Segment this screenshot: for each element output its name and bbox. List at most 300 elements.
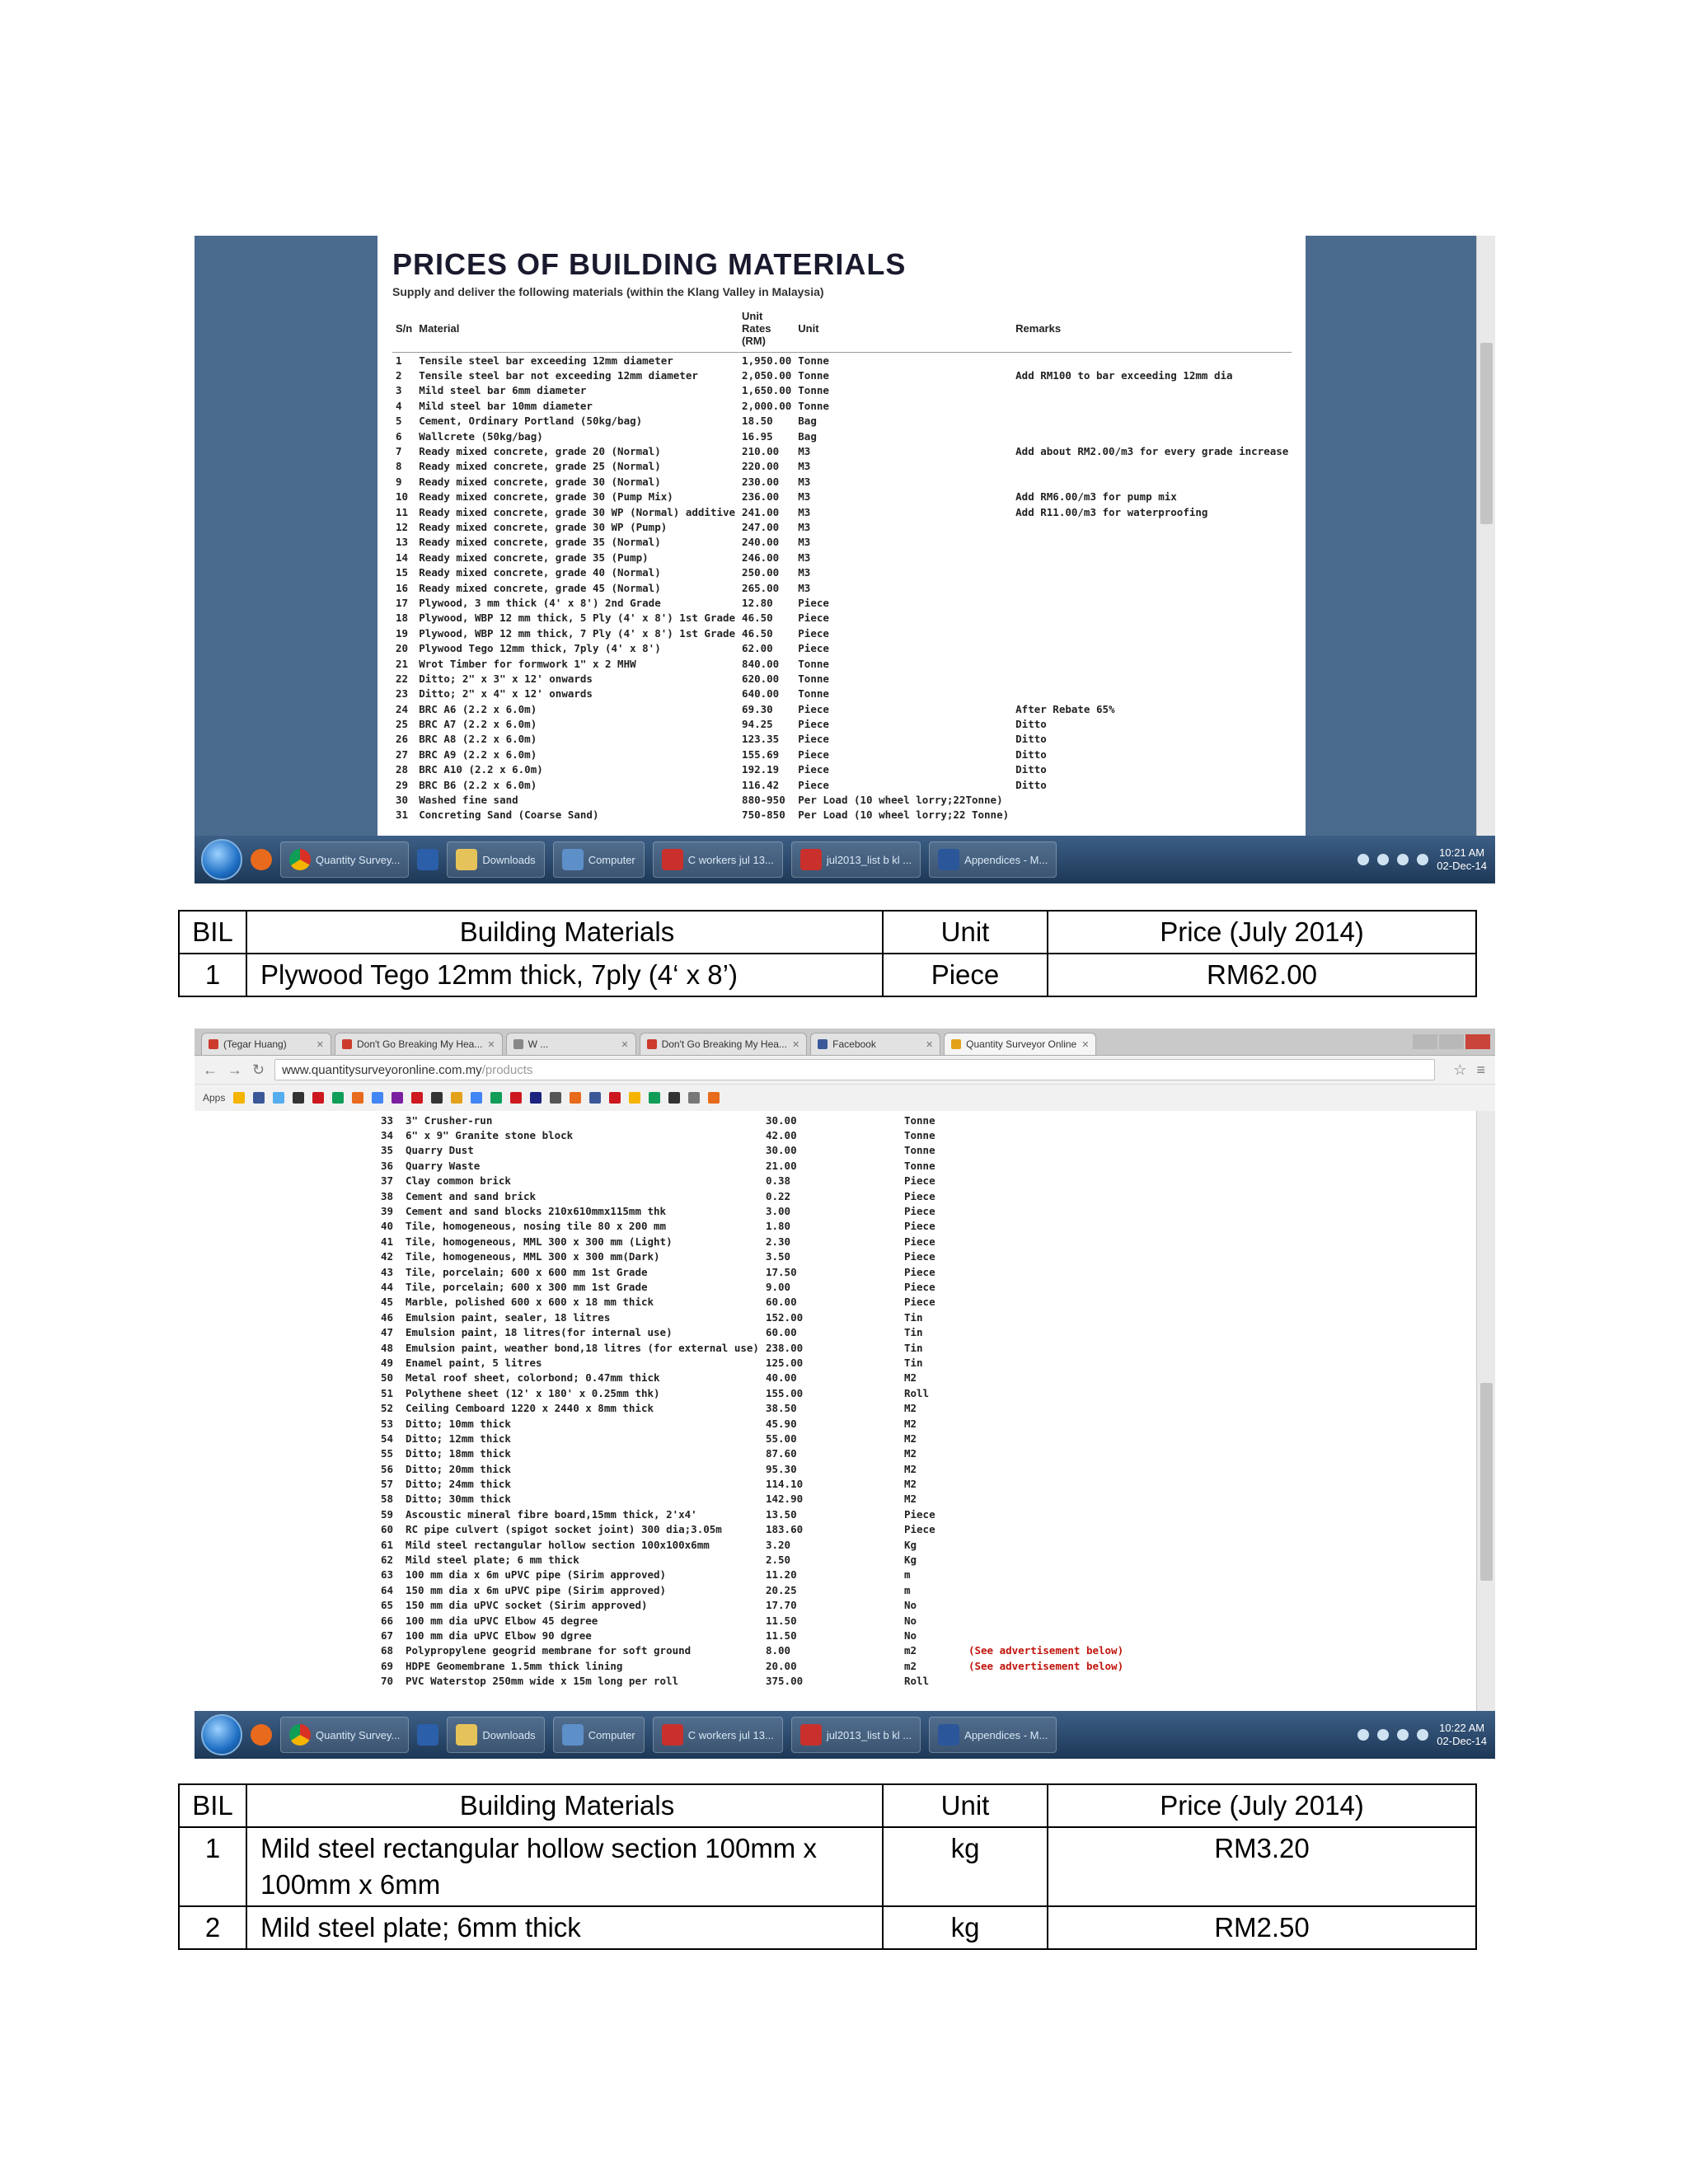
- checkmark-app-icon[interactable]: [417, 1724, 438, 1746]
- taskbar-item-computer[interactable]: [553, 1717, 645, 1753]
- material-row: [392, 353, 1292, 368]
- cell-sn: 50: [381, 1371, 394, 1385]
- cell-sn: 53: [381, 1417, 394, 1430]
- cell-material: Plywood, WBP 12 mm thick, 7 Ply (4' x 8') 1st Grade: [419, 626, 736, 640]
- material-row: [392, 595, 1292, 610]
- clock[interactable]: [1437, 1722, 1487, 1748]
- cell-remarks: [965, 1537, 1477, 1552]
- bookmark-icon[interactable]: [352, 1092, 363, 1104]
- folder-icon: [456, 849, 477, 870]
- cell-sn: 9: [396, 475, 402, 488]
- material-row: [392, 368, 1292, 382]
- bookmark-icon[interactable]: [490, 1092, 502, 1104]
- wiki-icon: [513, 1039, 523, 1049]
- cell-rate: 123.35: [742, 733, 780, 746]
- cell-unit: No: [903, 1614, 917, 1627]
- cell-remarks: [965, 1113, 1477, 1127]
- browser-tab[interactable]: [640, 1033, 808, 1055]
- taskbar-item-pdf-1[interactable]: [653, 1717, 783, 1753]
- cell-sn: 5: [396, 415, 402, 428]
- cell-remarks: [965, 1158, 1477, 1173]
- facebook-icon: [818, 1039, 828, 1049]
- taskbar-item-word[interactable]: [929, 841, 1057, 878]
- cell-material: Ready mixed concrete, grade 30 (Pump Mix): [419, 490, 673, 504]
- start-button[interactable]: [201, 839, 242, 880]
- minimize-button[interactable]: [1413, 1034, 1437, 1049]
- material-row: [377, 1537, 1477, 1552]
- bookmark-icon[interactable]: [708, 1092, 720, 1104]
- bookmark-icon[interactable]: [233, 1092, 245, 1104]
- cell-material: 3" Crusher-run: [406, 1113, 493, 1127]
- cell-remarks: [1012, 626, 1292, 640]
- tray-icon[interactable]: [1397, 1729, 1409, 1741]
- cell-rate: 750-850: [742, 808, 785, 822]
- bookmark-icon[interactable]: [609, 1092, 621, 1104]
- cell-sn: 23: [396, 687, 409, 701]
- bookmark-icon[interactable]: [431, 1092, 443, 1104]
- col-sn: S/n: [392, 308, 415, 353]
- cell-material: Emulsion paint, sealer, 18 litres: [406, 1310, 611, 1324]
- taskbar-item-chrome[interactable]: [280, 841, 409, 878]
- cell-remarks: [1012, 353, 1292, 368]
- cell-rate: 114.10: [765, 1478, 804, 1491]
- bookmark-icon[interactable]: [668, 1092, 680, 1104]
- bookmark-icon[interactable]: [372, 1092, 383, 1104]
- cell-remarks: Ditto: [1015, 733, 1047, 746]
- cell-unit: Tin: [903, 1356, 923, 1369]
- cell-remarks: [965, 1203, 1477, 1218]
- bookmark-icon[interactable]: [293, 1092, 304, 1104]
- bookmark-icon[interactable]: [411, 1092, 423, 1104]
- taskbar-label: Quantity Survey...: [316, 853, 401, 866]
- cell-remarks: [1012, 459, 1292, 474]
- bookmark-icon[interactable]: [688, 1092, 700, 1104]
- word-icon: [938, 1724, 959, 1746]
- cell-sn: 41: [381, 1235, 394, 1248]
- cell-sn: 33: [381, 1113, 394, 1127]
- cell-remarks: [965, 1613, 1477, 1628]
- material-row: [377, 1658, 1477, 1673]
- cell-unit: M3: [798, 475, 811, 488]
- taskbar-item-pdf-1[interactable]: [653, 841, 783, 878]
- cell-material: Emulsion paint, weather bond,18 litres (for external use): [406, 1341, 759, 1354]
- taskbar-item-downloads[interactable]: [447, 841, 544, 878]
- cell-rate: 11.50: [765, 1629, 797, 1642]
- bookmark-icon[interactable]: [649, 1092, 660, 1104]
- cell-rate: 62.00: [742, 642, 773, 655]
- cell-remarks: [965, 1568, 1477, 1582]
- browser-tab[interactable]: [335, 1033, 503, 1055]
- cell-unit: Piece: [798, 702, 829, 715]
- cell-rate: 116.42: [742, 778, 780, 791]
- cell-remarks: [965, 1340, 1477, 1355]
- material-row: [392, 808, 1292, 823]
- cell-unit: M3: [798, 505, 811, 518]
- bookmark-icon[interactable]: [332, 1092, 344, 1104]
- cell-rate: 3.20: [765, 1538, 791, 1551]
- cell-material: Tile, porcelain; 600 x 600 mm 1st Grade: [406, 1265, 648, 1278]
- bookmark-icon[interactable]: [392, 1092, 403, 1104]
- material-row: [377, 1143, 1477, 1158]
- browser-tab[interactable]: [201, 1033, 331, 1055]
- cell-material: Clay common brick: [406, 1174, 511, 1188]
- cell-rate: 42.00: [765, 1129, 797, 1142]
- cell-sn: 66: [381, 1614, 394, 1627]
- cell-sn: 30: [396, 794, 409, 807]
- cell-material: Wrot Timber for formwork 1" x 2 MHW: [419, 657, 636, 670]
- tray-icon[interactable]: [1417, 1729, 1428, 1741]
- close-icon[interactable]: ✕: [925, 1039, 934, 1050]
- cell-remarks: Ditto: [1015, 718, 1047, 731]
- cell-material: BRC B6 (2.2 x 6.0m): [419, 778, 537, 791]
- screenshot-price-list-1: [195, 236, 1495, 883]
- cell-rate: 1,650.00: [742, 384, 792, 397]
- cell-sn: 64: [381, 1583, 394, 1596]
- cell-remarks: [1012, 792, 1292, 807]
- cell-unit: Per Load (10 wheel lorry;22 Tonne): [798, 808, 1010, 822]
- bookmark-icon[interactable]: [510, 1092, 522, 1104]
- cell-material: Mild steel bar 10mm diameter: [419, 399, 593, 412]
- star-icon[interactable]: ☆: [1453, 1061, 1467, 1078]
- cell-remarks: [965, 1143, 1477, 1158]
- bookmark-icon[interactable]: [629, 1092, 640, 1104]
- material-row: [392, 611, 1292, 626]
- cell-material: RC pipe culvert (spigot socket joint) 300 dia;3.05m: [406, 1523, 722, 1536]
- cell-unit: Piece: [798, 612, 829, 625]
- cell-material: BRC A10 (2.2 x 6.0m): [419, 763, 543, 776]
- cell-sn: 36: [381, 1159, 394, 1172]
- cell-unit: m: [903, 1583, 911, 1596]
- tray-icon[interactable]: [1357, 1729, 1369, 1741]
- cell-sn: 56: [381, 1462, 394, 1475]
- browser-tab-active[interactable]: [944, 1033, 1096, 1055]
- clock[interactable]: [1437, 846, 1487, 873]
- tray-icon[interactable]: [1377, 854, 1389, 865]
- scrollbar-thumb[interactable]: [1480, 1383, 1493, 1581]
- price-list-page-continued: [195, 1111, 1477, 1711]
- cell-material: Quarry Waste: [406, 1159, 481, 1172]
- cell-material: 100 mm dia uPVC Elbow 45 degree: [406, 1614, 598, 1627]
- cell-remarks: [1012, 550, 1292, 565]
- taskbar-item-chrome[interactable]: [280, 1717, 409, 1753]
- cell-sn: 21: [396, 657, 409, 670]
- reload-icon[interactable]: ↻: [252, 1061, 265, 1078]
- taskbar-item-computer[interactable]: [553, 841, 645, 878]
- cell-unit: Piece: [798, 763, 829, 776]
- cell-remarks: [965, 1522, 1477, 1537]
- material-row: [377, 1310, 1477, 1324]
- clock-time: 10:22 AM: [1439, 1722, 1485, 1734]
- cell-bil: 1: [179, 1827, 246, 1906]
- windows-taskbar: [195, 836, 1495, 883]
- cell-rate: 12.80: [742, 596, 773, 609]
- header-price: Price (July 2014): [1048, 911, 1476, 954]
- cell-unit: Piece: [798, 718, 829, 731]
- scrollbar-thumb[interactable]: [1480, 343, 1493, 524]
- taskbar-item-pdf-2[interactable]: [791, 1717, 921, 1753]
- material-row: [392, 716, 1292, 731]
- system-tray: [1357, 1722, 1495, 1748]
- cell-remarks: [965, 1249, 1477, 1264]
- desktop-background-left: [195, 236, 377, 836]
- tray-icon[interactable]: [1357, 854, 1369, 865]
- cell-rate: 94.25: [742, 718, 773, 731]
- cell-remarks: [965, 1188, 1477, 1203]
- cell-unit: kg: [883, 1827, 1048, 1906]
- material-row: [392, 747, 1292, 762]
- cell-rate: 45.90: [765, 1417, 797, 1430]
- taskbar-item-downloads[interactable]: [447, 1717, 544, 1753]
- cell-rate: 250.00: [742, 566, 780, 579]
- cell-price: RM62.00: [1048, 954, 1476, 996]
- cell-material: 100 mm dia uPVC Elbow 90 dgree: [406, 1629, 592, 1642]
- menu-icon[interactable]: ≡: [1476, 1061, 1485, 1078]
- cell-material: Ditto; 10mm thick: [406, 1417, 511, 1430]
- cell-unit: Tonne: [798, 384, 829, 397]
- cell-sn: 58: [381, 1493, 394, 1506]
- cell-rate: 155.00: [765, 1386, 804, 1399]
- bookmark-icon[interactable]: [253, 1092, 265, 1104]
- cell-material: HDPE Geomembrane 1.5mm thick lining: [406, 1659, 623, 1672]
- cell-rate: 375.00: [765, 1675, 804, 1688]
- cell-remarks: [1012, 535, 1292, 550]
- cell-sn: 37: [381, 1174, 394, 1188]
- bookmark-icon[interactable]: [273, 1092, 284, 1104]
- cell-rate: 640.00: [742, 687, 780, 701]
- taskbar-item-word[interactable]: [929, 1717, 1057, 1753]
- cell-material: Emulsion paint, 18 litres(for internal use): [406, 1326, 673, 1339]
- maximize-button[interactable]: [1439, 1034, 1464, 1049]
- close-icon[interactable]: ✕: [1081, 1039, 1090, 1050]
- bookmark-icon[interactable]: [530, 1092, 542, 1104]
- cell-rate: 2.50: [765, 1554, 791, 1567]
- material-row: [377, 1673, 1477, 1688]
- cell-remarks: Ditto: [1015, 778, 1047, 791]
- cell-rate: 0.38: [765, 1174, 791, 1188]
- vertical-scrollbar[interactable]: [1476, 236, 1495, 836]
- firefox-icon[interactable]: [251, 1724, 272, 1746]
- cell-rate: 20.00: [765, 1659, 797, 1672]
- cell-sn: 10: [396, 490, 409, 504]
- cell-remarks: [965, 1324, 1477, 1339]
- cell-unit: M2: [903, 1402, 917, 1415]
- cell-unit: M3: [798, 520, 811, 533]
- word-icon: [938, 849, 959, 870]
- pdf-icon: [800, 849, 822, 870]
- cell-sn: 57: [381, 1478, 394, 1491]
- chrome-icon: [289, 1724, 311, 1746]
- close-window-button[interactable]: [1465, 1034, 1490, 1049]
- start-button[interactable]: [201, 1714, 242, 1755]
- cell-unit: Piece: [798, 642, 829, 655]
- cell-sn: 43: [381, 1265, 394, 1278]
- cell-material: Ready mixed concrete, grade 30 WP (Pump): [419, 520, 668, 533]
- cell-material: Washed fine sand: [419, 794, 518, 807]
- cell-material: Cement and sand brick: [406, 1189, 537, 1202]
- cell-remarks: [965, 1174, 1477, 1188]
- material-row: [377, 1598, 1477, 1613]
- cell-sn: 28: [396, 763, 409, 776]
- col-remarks: Remarks: [1012, 308, 1292, 353]
- checkmark-app-icon[interactable]: [417, 849, 438, 870]
- material-row: [377, 1158, 1477, 1173]
- cell-remarks: Ditto: [1015, 748, 1047, 761]
- cell-unit: Tin: [903, 1341, 923, 1354]
- material-row: [377, 1416, 1477, 1431]
- materials-table-continued: [377, 1113, 1477, 1689]
- bookmark-icon[interactable]: [570, 1092, 581, 1104]
- back-icon[interactable]: ←: [203, 1061, 218, 1078]
- youtube-icon: [209, 1039, 218, 1049]
- system-tray: [1357, 846, 1495, 873]
- bookmark-icon[interactable]: [312, 1092, 324, 1104]
- forward-icon[interactable]: →: [227, 1061, 242, 1078]
- tray-icon[interactable]: [1397, 854, 1409, 865]
- cell-unit: Kg: [903, 1538, 917, 1551]
- cell-rate: 155.69: [742, 748, 780, 761]
- material-row: [392, 504, 1292, 519]
- cell-material: Ready mixed concrete, grade 35 (Normal): [419, 536, 661, 549]
- cell-sn: 34: [381, 1129, 394, 1142]
- materials-table: [392, 308, 1292, 823]
- material-row: [392, 732, 1292, 747]
- cell-rate: 17.50: [765, 1265, 797, 1278]
- cell-material: Marble, polished 600 x 600 x 18 mm thick: [406, 1296, 654, 1309]
- firefox-icon[interactable]: [251, 849, 272, 870]
- cell-unit: Piece: [903, 1265, 935, 1278]
- cell-sn: 47: [381, 1326, 394, 1339]
- cell-material: Plywood, WBP 12 mm thick, 5 Ply (4' x 8') 1st Grade: [419, 612, 736, 625]
- cell-rate: 38.50: [765, 1402, 797, 1415]
- cell-rate: 1,950.00: [742, 354, 792, 367]
- close-icon[interactable]: ✕: [316, 1039, 324, 1050]
- cell-sn: 2: [396, 369, 402, 382]
- taskbar-label: C workers jul 13...: [687, 853, 774, 866]
- cell-rate: 87.60: [765, 1447, 797, 1460]
- apps-shortcut[interactable]: Apps: [203, 1092, 226, 1104]
- cell-remarks: (See advertisement below): [968, 1659, 1124, 1672]
- taskbar-label: C workers jul 13...: [687, 1728, 774, 1741]
- cell-rate: 8.00: [765, 1644, 791, 1657]
- material-row: [377, 1264, 1477, 1279]
- browser-tab[interactable]: [810, 1033, 940, 1055]
- material-row: [392, 519, 1292, 534]
- cell-remarks: Add RM6.00/m3 for pump mix: [1015, 490, 1177, 504]
- header-bil: BIL: [179, 1784, 246, 1827]
- cell-unit: M2: [903, 1371, 917, 1385]
- cell-sn: 67: [381, 1629, 394, 1642]
- tab-title: W ...: [528, 1038, 549, 1050]
- cell-unit: Per Load (10 wheel lorry;22Tonne): [798, 794, 1003, 807]
- cell-rate: 125.00: [765, 1356, 804, 1369]
- cell-sn: 18: [396, 612, 409, 625]
- cell-remarks: [965, 1628, 1477, 1643]
- tab-title: Don't Go Breaking My Hea...: [357, 1038, 483, 1050]
- cell-material: 100 mm dia x 6m uPVC pipe (Sirim approved): [406, 1568, 667, 1582]
- material-row: [377, 1643, 1477, 1658]
- cell-unit: Piece: [798, 748, 829, 761]
- address-bar[interactable]: [274, 1059, 1435, 1080]
- taskbar-label: jul2013_list b kl ...: [826, 853, 912, 866]
- cell-material: Tile, homogeneous, MML 300 x 300 mm (Light): [406, 1235, 673, 1248]
- cell-rate: 60.00: [765, 1326, 797, 1339]
- cell-rate: 240.00: [742, 536, 780, 549]
- bookmark-icon[interactable]: [471, 1092, 482, 1104]
- cell-rate: 142.90: [765, 1493, 804, 1506]
- cell-sn: 25: [396, 718, 409, 731]
- browser-tab[interactable]: [506, 1033, 636, 1055]
- page-title: PRICES OF BUILDING MATERIALS: [392, 247, 907, 281]
- cell-sn: 19: [396, 626, 409, 640]
- cell-sn: 14: [396, 551, 409, 564]
- cell-rate: 46.50: [742, 612, 773, 625]
- cell-material: Mild steel bar 6mm diameter: [419, 384, 587, 397]
- cell-unit: kg: [883, 1906, 1048, 1949]
- cell-remarks: [965, 1673, 1477, 1688]
- material-row: [392, 671, 1292, 686]
- bookmark-icon[interactable]: [451, 1092, 462, 1104]
- cell-sn: 40: [381, 1220, 394, 1233]
- cell-material: Ready mixed concrete, grade 40 (Normal): [419, 566, 661, 579]
- cell-material: Mild steel rectangular hollow section 100mm x 100mm x 6mm: [246, 1827, 883, 1906]
- bookmark-icon[interactable]: [550, 1092, 561, 1104]
- cell-remarks: [1012, 611, 1292, 626]
- taskbar-label: Appendices - M...: [964, 853, 1048, 866]
- cell-remarks: [965, 1219, 1477, 1234]
- taskbar-item-pdf-2[interactable]: [791, 841, 921, 878]
- cell-unit: M3: [798, 581, 811, 594]
- cell-material: BRC A6 (2.2 x 6.0m): [419, 702, 537, 715]
- vertical-scrollbar[interactable]: [1476, 1111, 1495, 1711]
- cell-unit: Tonne: [798, 672, 829, 685]
- material-row: [392, 640, 1292, 655]
- cell-rate: 265.00: [742, 581, 780, 594]
- cell-unit: M2: [903, 1462, 917, 1475]
- cell-bil: 1: [179, 954, 246, 996]
- tray-icon[interactable]: [1417, 854, 1428, 865]
- cell-sn: 49: [381, 1356, 394, 1369]
- cell-unit: Tonne: [798, 369, 829, 382]
- cell-unit: Piece: [903, 1235, 935, 1248]
- cell-unit: No: [903, 1599, 917, 1612]
- table-row: [179, 1827, 1476, 1906]
- bookmark-icon[interactable]: [589, 1092, 601, 1104]
- cell-material: Tile, homogeneous, nosing tile 80 x 200 mm: [406, 1220, 667, 1233]
- material-row: [392, 398, 1292, 413]
- material-row: [377, 1431, 1477, 1446]
- cell-sn: 16: [396, 581, 409, 594]
- material-row: [377, 1582, 1477, 1597]
- close-icon[interactable]: ✕: [487, 1039, 495, 1050]
- material-row: [392, 414, 1292, 429]
- url-host: www.quantitysurveyoronline.com.my: [282, 1062, 482, 1077]
- material-row: [377, 1613, 1477, 1628]
- cell-material: Mild steel plate; 6 mm thick: [406, 1554, 579, 1567]
- cell-remarks: [965, 1598, 1477, 1613]
- cell-material: Polypropylene geogrid membrane for soft ground: [406, 1644, 692, 1657]
- material-row: [392, 777, 1292, 792]
- cell-rate: 30.00: [765, 1113, 797, 1127]
- material-row: [377, 1295, 1477, 1310]
- tray-icon[interactable]: [1377, 1729, 1389, 1741]
- material-row: [392, 701, 1292, 716]
- cell-remarks: [1012, 640, 1292, 655]
- material-row: [392, 762, 1292, 777]
- cell-remarks: [965, 1582, 1477, 1597]
- close-icon[interactable]: ✕: [791, 1039, 800, 1050]
- close-icon[interactable]: ✕: [621, 1039, 629, 1050]
- cell-remarks: [965, 1492, 1477, 1507]
